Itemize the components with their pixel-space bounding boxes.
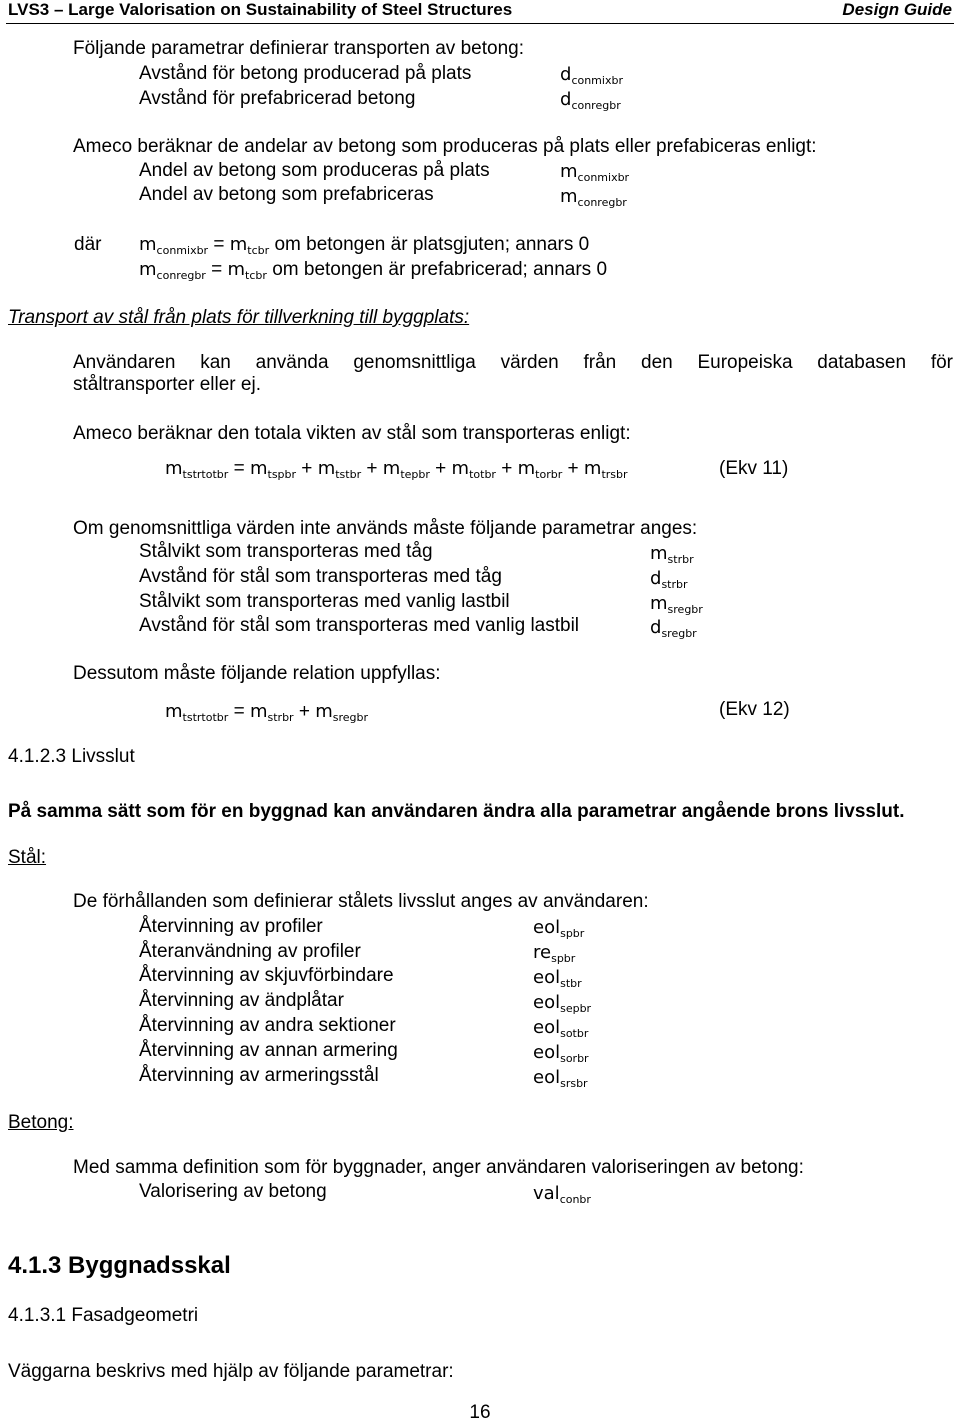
section-heading-413: 4.1.3 Byggnadsskal — [8, 1252, 231, 1279]
equation-12: $m_{tstrtotbr} = m_{strbr} + m_{sregbr}$ — [165, 701, 369, 724]
param-label: Avstånd för stål som transporteras med tåg — [139, 566, 502, 587]
param-symbol: eol$_{srsbr}$ — [533, 1067, 588, 1090]
header-rule — [6, 23, 954, 24]
param-label: Återvinning av skjuvförbindare — [139, 965, 394, 986]
param-symbol: $d_{strbr}$ — [650, 568, 688, 591]
param-label: Andel av betong som prefabriceras — [139, 184, 434, 205]
section-heading-4131: 4.1.3.1 Fasadgeometri — [8, 1305, 199, 1326]
concrete-transport-intro: Följande parametrar definierar transporten av betong: — [73, 38, 524, 59]
where-line-1: $m_{conmixbr} = m_{tcbr}$ om betongen är platsgjuten; annars 0 — [139, 234, 590, 257]
param-label: Återvinning av armeringsstål — [139, 1065, 379, 1086]
param-symbol: $m_{conregbr}$ — [560, 186, 627, 209]
param-label: Återvinning av ändplåtar — [139, 990, 344, 1011]
param-symbol: eol$_{spbr}$ — [533, 917, 585, 940]
param-label: Avstånd för stål som transporteras med vanlig lastbil — [139, 615, 580, 636]
end-of-life-bold-text: På samma sätt som för en byggnad kan användaren ändra alla parametrar angående brons livsslut. — [8, 801, 905, 822]
header-guide-label: Design Guide — [842, 0, 952, 19]
where-line-2: $m_{conregbr} = m_{tcbr}$ om betongen är prefabricerad; annars 0 — [139, 259, 608, 282]
steel-subheading: Stål: — [8, 847, 47, 868]
param-symbol: val$_{conbr}$ — [533, 1183, 591, 1206]
param-label: Återvinning av profiler — [139, 916, 323, 937]
param-symbol: $re_{spbr}$ — [533, 942, 576, 965]
param-symbol: eol$_{sepbr}$ — [533, 992, 592, 1015]
section-heading-4123: 4.1.2.3 Livsslut — [8, 746, 135, 767]
param-symbol: $m_{strbr}$ — [650, 543, 694, 566]
param-label: Stålvikt som transporteras med tåg — [139, 541, 433, 562]
param-symbol: eol$_{sorbr}$ — [533, 1042, 589, 1065]
steel-transport-heading: Transport av stål från plats för tillverkning till byggplats: — [8, 307, 470, 328]
param-symbol: eol$_{sotbr}$ — [533, 1017, 589, 1040]
param-label: Valorisering av betong — [139, 1181, 327, 1202]
concrete-valorisation-text: Med samma definition som för byggnader, anger användaren valoriseringen av betong: — [73, 1157, 804, 1178]
param-label: Återvinning av annan armering — [139, 1040, 398, 1061]
ameco-steel-text: Ameco beräknar den totala vikten av stål som transporteras enligt: — [73, 423, 631, 444]
steel-end-of-life-text: De förhållanden som definierar stålets livsslut anges av användaren: — [73, 891, 649, 912]
ameco-concrete-text: Ameco beräknar de andelar av betong som produceras på plats eller prefabiceras enligt: — [73, 136, 817, 157]
equation-11-label: (Ekv 11) — [719, 458, 789, 479]
param-symbol: $d_{sregbr}$ — [650, 617, 697, 640]
concrete-subheading: Betong: — [8, 1112, 74, 1133]
steel-transport-paragraph-line2: ståltransporter eller ej. — [73, 374, 261, 395]
param-symbol: $d_{conmixbr}$ — [560, 64, 623, 87]
equation-11: $m_{tstrtotbr} = m_{tspbr} + m_{tstbr} + m_{tepbr} + m_{totbr} + m_{torbr} + m_{trsbr}$ — [165, 458, 628, 481]
param-symbol: $m_{sregbr}$ — [650, 593, 703, 616]
page-number: 16 — [469, 1402, 491, 1423]
param-label: Återvinning av andra sektioner — [139, 1015, 396, 1036]
param-label: Avstånd för betong producerad på plats — [139, 63, 472, 84]
param-symbol: $m_{conmixbr}$ — [560, 161, 630, 184]
walls-text: Väggarna beskrivs med hjälp av följande parametrar: — [8, 1361, 454, 1382]
equation-12-label: (Ekv 12) — [719, 699, 790, 720]
param-label: Avstånd för prefabricerad betong — [139, 88, 416, 109]
param-label: Återanvändning av profiler — [139, 941, 361, 962]
param-label: Andel av betong som produceras på plats — [139, 160, 490, 181]
where-label: där — [74, 234, 102, 255]
non-average-text: Om genomsnittliga värden inte används måste följande parametrar anges: — [73, 518, 698, 539]
relation-text: Dessutom måste följande relation uppfyllas: — [73, 663, 441, 684]
param-label: Stålvikt som transporteras med vanlig lastbil — [139, 591, 510, 612]
steel-transport-paragraph-line1: Användaren kan använda genomsnittliga värden från den Europeiska databasen för — [73, 352, 953, 373]
header-title: LVS3 – Large Valorisation on Sustainability of Steel Structures — [8, 0, 513, 19]
param-symbol: $d_{conregbr}$ — [560, 89, 621, 112]
param-symbol: eol$_{stbr}$ — [533, 967, 582, 990]
